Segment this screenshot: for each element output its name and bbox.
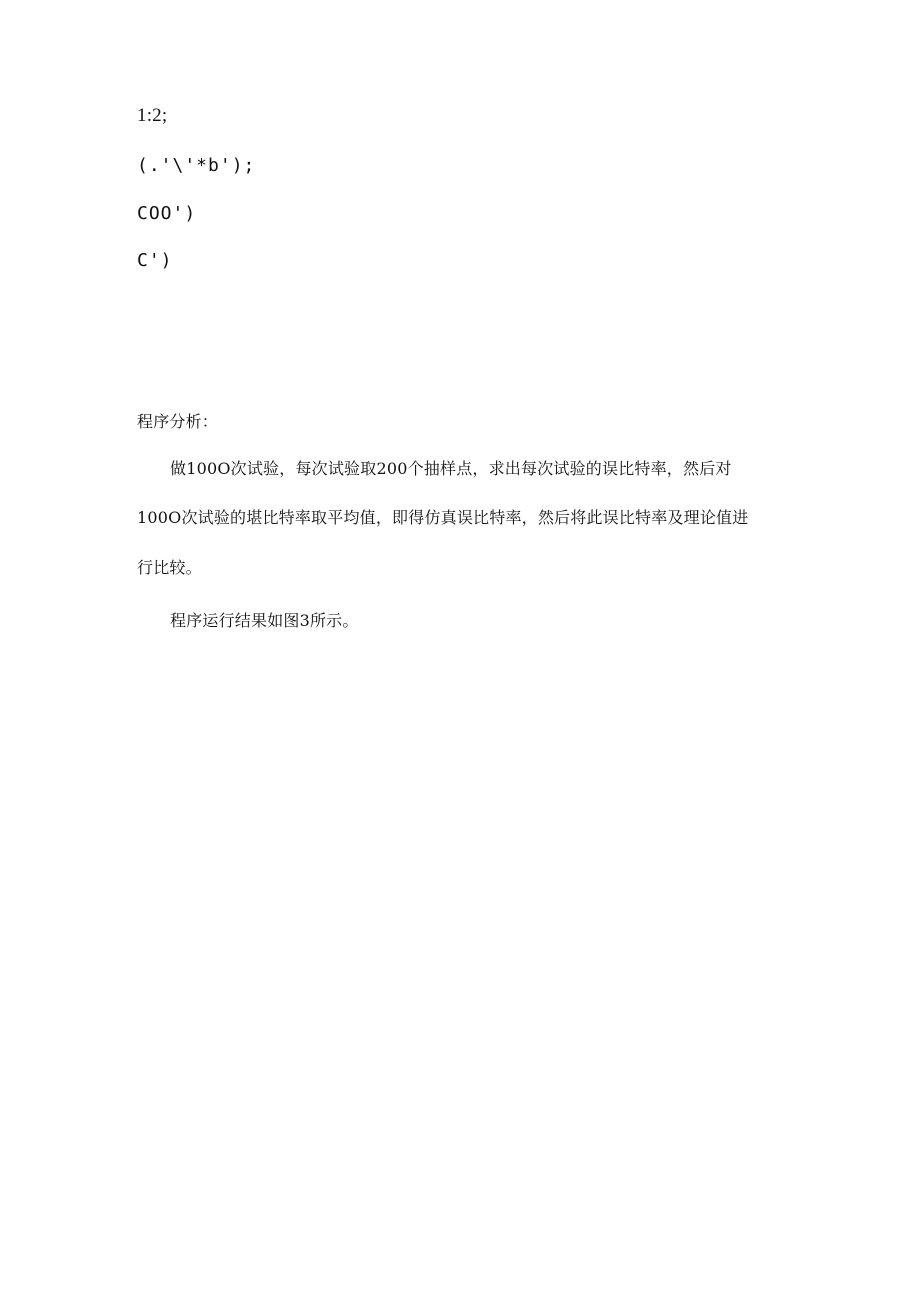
paragraph-1-line-1: 做100O次试验，每次试验取200个抽样点，求出每次试验的误比特率，然后对 (170, 459, 732, 478)
code-line-3: COO') (137, 203, 197, 224)
paragraph-1-line-2: 100O次试验的堪比特率取平均值，即得仿真误比特率，然后将此误比特率及理论值进 (137, 508, 749, 527)
code-line-2: (.'\'*b'); (137, 155, 256, 176)
paragraph-2: 程序运行结果如图3所示。 (170, 611, 359, 630)
section-title: 程序分析： (137, 412, 219, 431)
code-line-4: C') (137, 250, 173, 271)
code-line-1: 1:2; (137, 105, 168, 126)
paragraph-1-line-3: 行比较。 (137, 558, 202, 577)
